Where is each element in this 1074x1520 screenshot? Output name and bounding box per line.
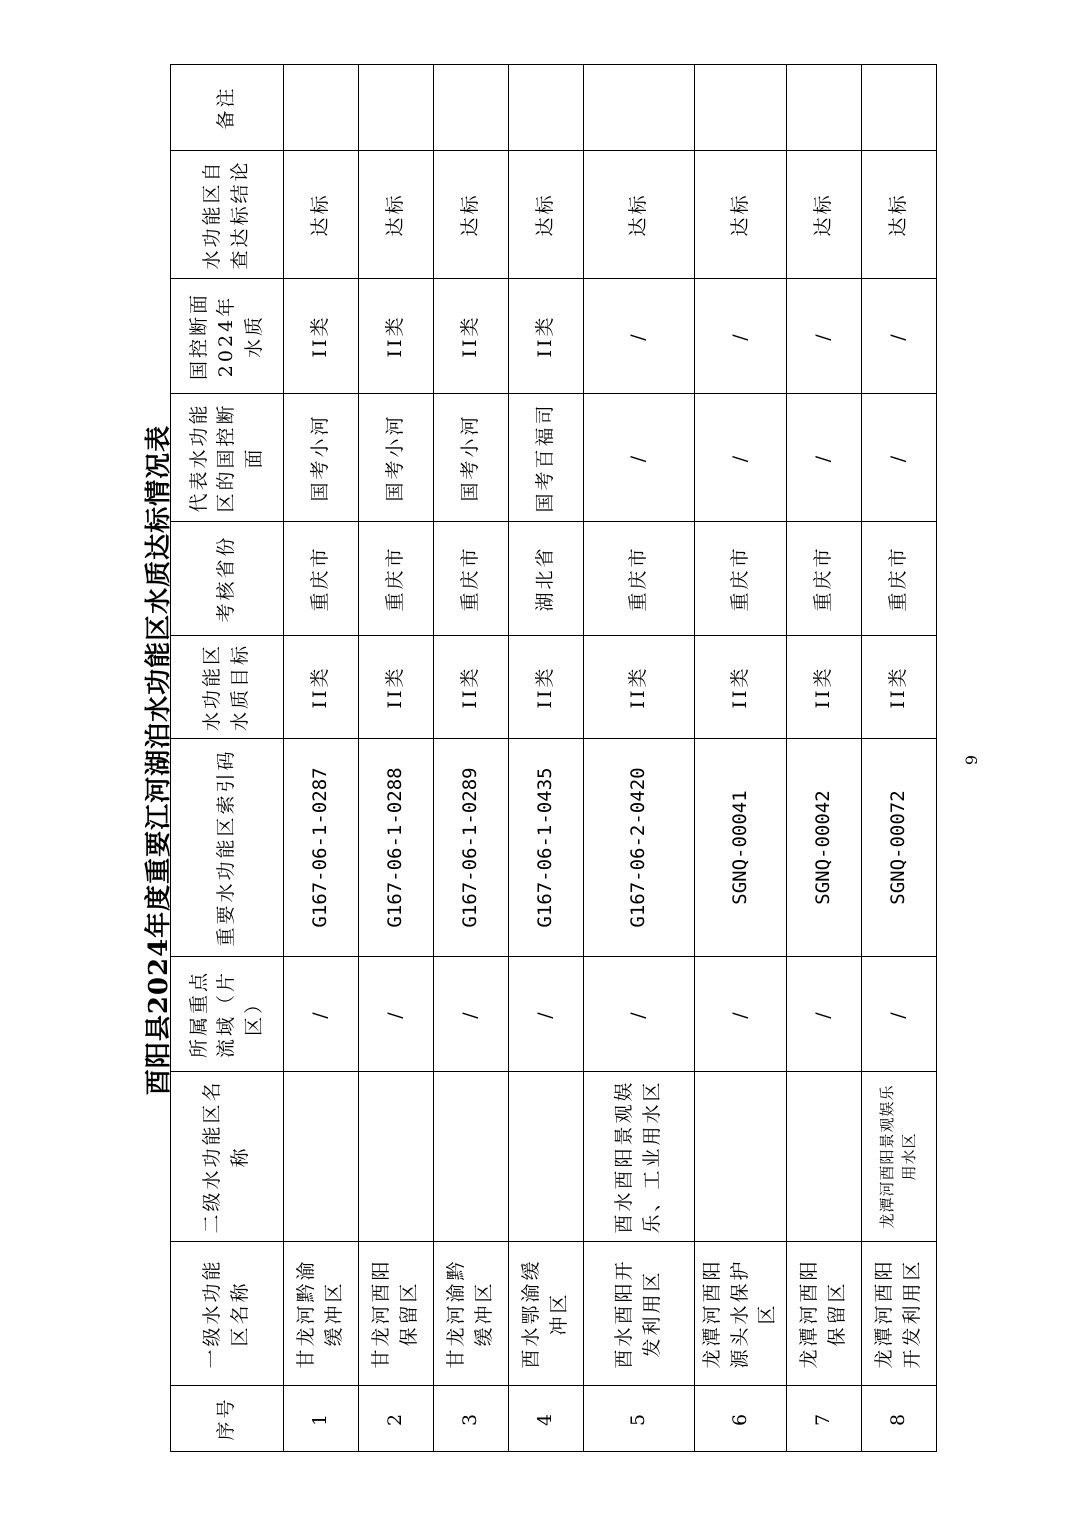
table-row: [509, 65, 584, 1452]
cell-level2: [434, 1072, 509, 1242]
cell-level1: 甘龙河酉阳保留区: [359, 1242, 434, 1386]
cell-seq: 4: [509, 1386, 584, 1452]
cell-remark: [786, 65, 861, 151]
page-number: 9: [962, 754, 981, 766]
header-code: 重要水功能区索引码: [171, 739, 284, 957]
cell-section: /: [695, 394, 787, 522]
cell-section: 国考小河: [284, 394, 359, 522]
table-row: [786, 65, 861, 1452]
header-remark: 备注: [171, 65, 284, 151]
cell-basin: /: [695, 957, 787, 1072]
cell-remark: [509, 65, 584, 151]
table-row: [584, 65, 695, 1452]
cell-basin: /: [359, 957, 434, 1072]
cell-level2: [284, 1072, 359, 1242]
table-row: [434, 65, 509, 1452]
cell-remark: [284, 65, 359, 151]
cell-level2: [695, 1072, 787, 1242]
cell-level1: 酉水酉阳开发利用区: [584, 1242, 695, 1386]
cell-code: SGNQ-00041: [695, 739, 787, 957]
cell-basin: /: [284, 957, 359, 1072]
header-level2: 二级水功能区名称: [171, 1072, 284, 1242]
table-row: [695, 65, 787, 1452]
header-province: 考核省份: [171, 522, 284, 636]
cell-quality: II类: [509, 279, 584, 394]
cell-basin: /: [786, 957, 861, 1072]
header-section: 代表水功能区的国控断面: [171, 394, 284, 522]
cell-conclusion: 达标: [861, 151, 936, 279]
header-seq: 序号: [171, 1386, 284, 1452]
cell-level1: 酉水鄂渝缓冲区: [509, 1242, 584, 1386]
cell-remark: [584, 65, 695, 151]
cell-province: 重庆市: [584, 522, 695, 636]
cell-remark: [695, 65, 787, 151]
cell-quality: /: [861, 279, 936, 394]
cell-seq: 7: [786, 1386, 861, 1452]
table-body: [284, 65, 937, 1452]
cell-code: SGNQ-00042: [786, 739, 861, 957]
cell-quality: II类: [434, 279, 509, 394]
cell-remark: [359, 65, 434, 151]
cell-target: II类: [284, 636, 359, 739]
cell-target: II类: [434, 636, 509, 739]
cell-seq: 3: [434, 1386, 509, 1452]
cell-basin: /: [434, 957, 509, 1072]
header-conclusion: 水功能区自查达标结论: [171, 151, 284, 279]
cell-seq: 1: [284, 1386, 359, 1452]
table-row: [359, 65, 434, 1452]
cell-code: G167-06-1-0435: [509, 739, 584, 957]
cell-remark: [434, 65, 509, 151]
cell-level2: [509, 1072, 584, 1242]
cell-section: 国考小河: [359, 394, 434, 522]
cell-conclusion: 达标: [786, 151, 861, 279]
cell-quality: /: [786, 279, 861, 394]
header-quality: 国控断面2024年水质: [171, 279, 284, 394]
cell-province: 重庆市: [861, 522, 936, 636]
cell-code: G167-06-1-0288: [359, 739, 434, 957]
cell-quality: /: [695, 279, 787, 394]
cell-conclusion: 达标: [359, 151, 434, 279]
cell-code: G167-06-1-0287: [284, 739, 359, 957]
cell-seq: 6: [695, 1386, 787, 1452]
cell-target: II类: [861, 636, 936, 739]
cell-section: /: [584, 394, 695, 522]
cell-province: 重庆市: [284, 522, 359, 636]
cell-province: 重庆市: [359, 522, 434, 636]
cell-section: /: [861, 394, 936, 522]
cell-seq: 5: [584, 1386, 695, 1452]
cell-level2: [359, 1072, 434, 1242]
cell-conclusion: 达标: [695, 151, 787, 279]
header-level1: 一级水功能区名称: [171, 1242, 284, 1386]
cell-province: 重庆市: [786, 522, 861, 636]
cell-province: 重庆市: [695, 522, 787, 636]
cell-quality: II类: [359, 279, 434, 394]
cell-level1: 龙潭河酉阳保留区: [786, 1242, 861, 1386]
cell-code: SGNQ-00072: [861, 739, 936, 957]
cell-conclusion: 达标: [509, 151, 584, 279]
cell-province: 重庆市: [434, 522, 509, 636]
cell-target: II类: [786, 636, 861, 739]
cell-level1: 甘龙河渝黔缓冲区: [434, 1242, 509, 1386]
cell-level1: 甘龙河黔渝缓冲区: [284, 1242, 359, 1386]
cell-quality: II类: [284, 279, 359, 394]
cell-conclusion: 达标: [284, 151, 359, 279]
cell-basin: /: [509, 957, 584, 1072]
header-row: [171, 65, 284, 1452]
cell-seq: 8: [861, 1386, 936, 1452]
cell-section: /: [786, 394, 861, 522]
cell-target: II类: [359, 636, 434, 739]
cell-basin: /: [584, 957, 695, 1072]
cell-level1: 龙潭河酉阳源头水保护区: [695, 1242, 787, 1386]
cell-target: II类: [584, 636, 695, 739]
cell-conclusion: 达标: [584, 151, 695, 279]
cell-section: 国考百福司: [509, 394, 584, 522]
header-target: 水功能区水质目标: [171, 636, 284, 739]
cell-code: G167-06-2-0420: [584, 739, 695, 957]
cell-target: II类: [509, 636, 584, 739]
cell-basin: /: [861, 957, 936, 1072]
page-title: 酉阳县2024年度重要江河湖泊水功能区水质达标情况表: [144, 424, 174, 1096]
table-row: [861, 65, 936, 1452]
cell-conclusion: 达标: [434, 151, 509, 279]
cell-level1: 龙潭河酉阳开发利用区: [861, 1242, 936, 1386]
cell-code: G167-06-1-0289: [434, 739, 509, 957]
cell-quality: /: [584, 279, 695, 394]
table-row: [284, 65, 359, 1452]
cell-level2: [786, 1072, 861, 1242]
cell-section: 国考小河: [434, 394, 509, 522]
header-basin: 所属重点流域（片区）: [171, 957, 284, 1072]
cell-level2: 酉水酉阳景观娱乐、工业用水区: [584, 1072, 695, 1242]
cell-level2: 龙潭河酉阳景观娱乐用水区: [861, 1072, 936, 1242]
cell-target: II类: [695, 636, 787, 739]
cell-province: 湖北省: [509, 522, 584, 636]
cell-remark: [861, 65, 936, 151]
cell-seq: 2: [359, 1386, 434, 1452]
water-quality-table: [170, 64, 937, 1452]
